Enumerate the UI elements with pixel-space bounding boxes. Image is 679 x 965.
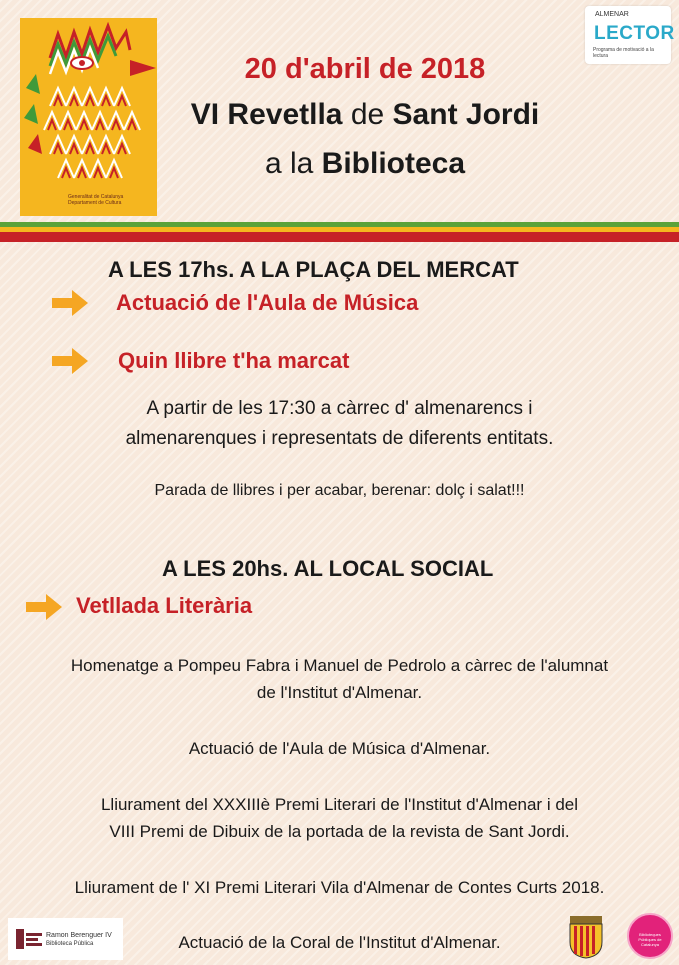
- event-title-part1: VI Revetlla: [190, 98, 343, 131]
- event-title-part3: Sant Jordi: [392, 98, 540, 131]
- almenar-lector-logo: [585, 6, 675, 64]
- pink-logo-text: Biblioteques Públiques de Catalunya: [638, 932, 662, 947]
- activity-vetllada-literaria: Vetllada Literària: [76, 593, 253, 618]
- section2-coral: Actuació de la Coral de l'Institut d'Almenar.: [178, 933, 501, 952]
- library-sub: Biblioteca Pública: [46, 941, 94, 947]
- biblioteques-publiques-logo: [625, 912, 675, 960]
- lector-brand: LECTOR: [594, 23, 675, 44]
- poster-caption-line2: Departament de Cultura: [68, 200, 122, 206]
- event-venue-part2: Biblioteca: [321, 147, 466, 180]
- event-venue-part1: a la: [264, 147, 322, 180]
- event-date: 20 d'abril de 2018: [244, 53, 486, 85]
- section2-lliurament-line1: Lliurament del XXXIIIè Premi Literari de l'Institut d'Almenar i del: [100, 795, 579, 814]
- rooster-illustration: [20, 18, 157, 216]
- arrow-right-icon: [50, 345, 90, 377]
- almenar-coat-of-arms-icon: [562, 914, 610, 960]
- lector-town: ALMENAR: [595, 11, 629, 18]
- library-logo-icon: [16, 929, 42, 949]
- lector-tagline: Programa de motivació a la lectura: [593, 47, 654, 59]
- section2-homenatge-line1: Homenatge a Pompeu Fabra i Manuel de Pedrolo a càrrec de l'alumnat: [70, 656, 609, 675]
- section1-heading: A LES 17hs. A LA PLAÇA DEL MERCAT: [108, 257, 519, 282]
- arrow-right-icon: [50, 287, 90, 319]
- event-title: [160, 98, 570, 132]
- poster-artwork: [20, 18, 157, 216]
- activity-quin-llibre: Quin llibre t'ha marcat: [118, 348, 350, 373]
- arrow-right-icon: [24, 591, 64, 623]
- event-title-part2: de: [342, 98, 393, 131]
- section2-homenatge-line2: de l'Institut d'Almenar.: [256, 683, 423, 702]
- section2-heading: A LES 20hs. AL LOCAL SOCIAL: [162, 556, 494, 581]
- poster-caption: [68, 194, 148, 206]
- activity-aula-musica: Actuació de l'Aula de Música: [116, 290, 419, 315]
- section1-text-line1: A partir de les 17:30 a càrrec d' almenarencs i: [146, 398, 533, 419]
- section2-lliurament-line2: VIII Premi de Dibuix de la portada de la revista de Sant Jordi.: [109, 822, 570, 841]
- event-venue: [160, 147, 570, 181]
- section2-contes-curts: Lliurament de l' XI Premi Literari Vila d'Almenar de Contes Curts 2018.: [74, 878, 605, 897]
- section2-aula-musica: Actuació de l'Aula de Música d'Almenar.: [188, 739, 491, 758]
- poster-caption-line1: Generalitat de Catalunya: [68, 194, 124, 200]
- library-name: Ramon Berenguer IV: [46, 932, 112, 939]
- stripe-red: [0, 232, 679, 242]
- section1-note: Parada de llibres i per acabar, berenar: dolç i salat!!!: [154, 482, 525, 499]
- section1-text-line2: almenarenques i representats de diferents entitats.: [125, 428, 554, 449]
- biblioteca-ramon-berenguer-logo: [8, 918, 123, 960]
